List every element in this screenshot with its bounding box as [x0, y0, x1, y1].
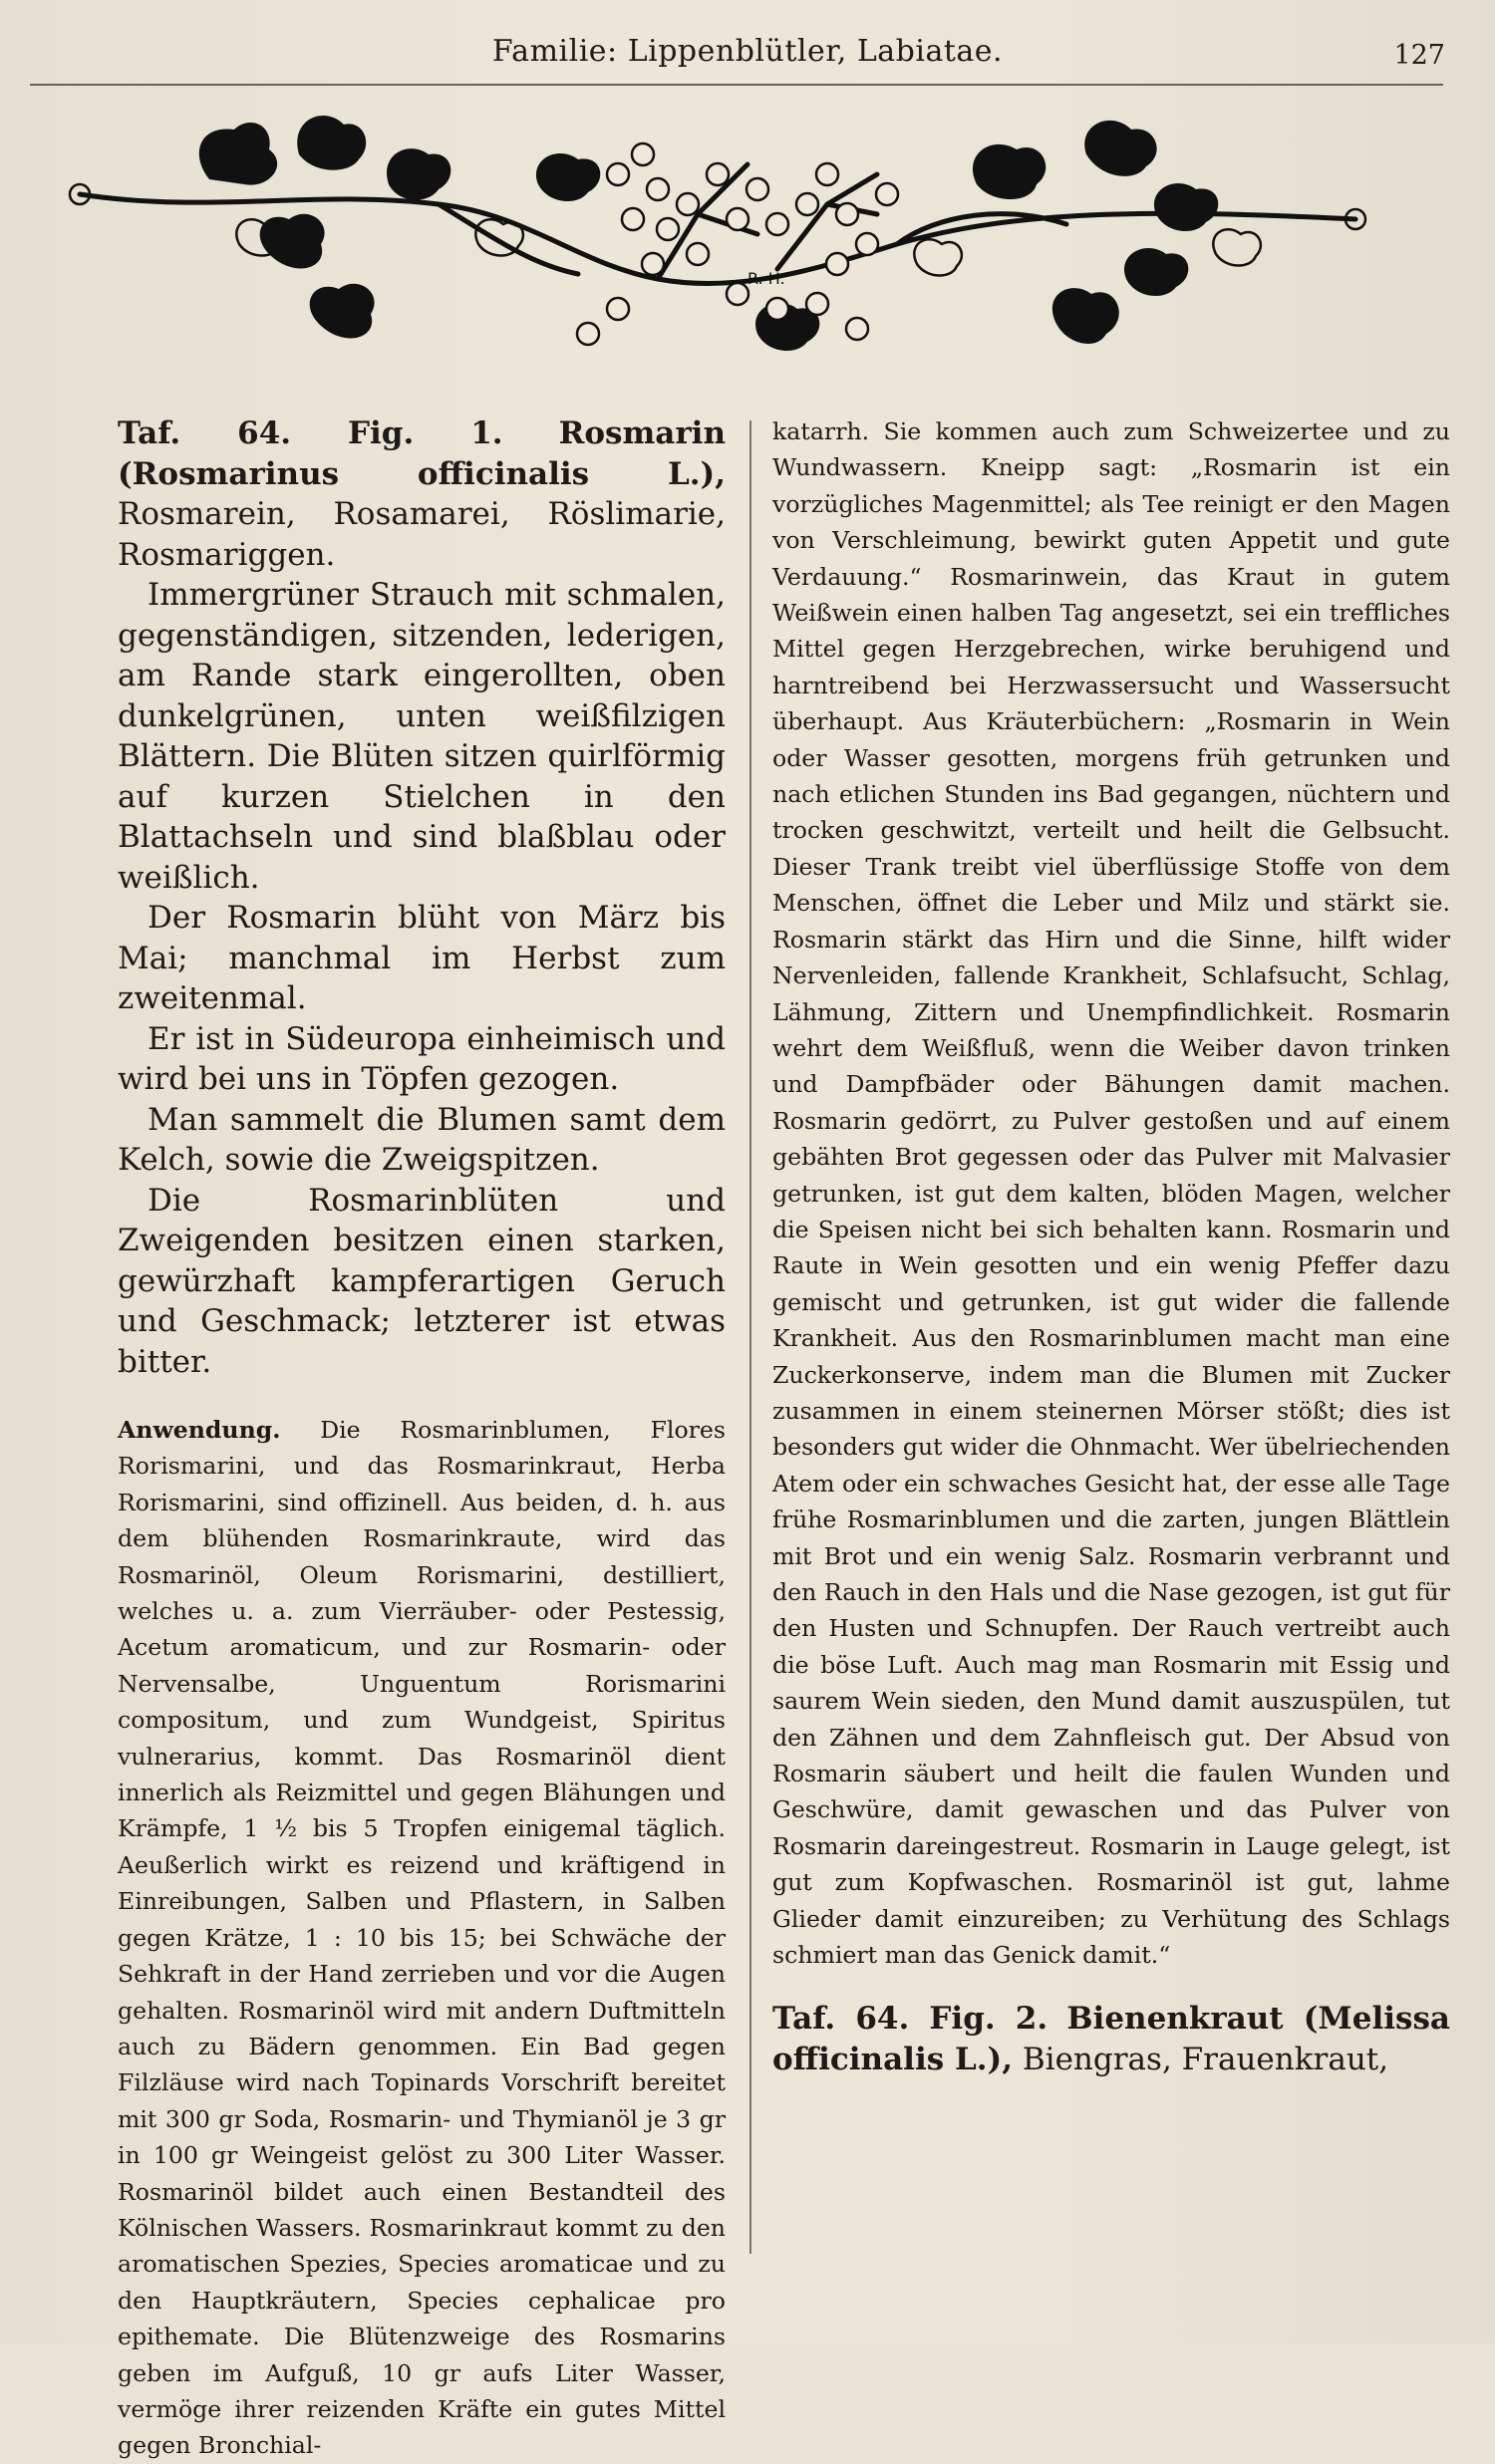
branch-with-berries-ornament-icon: [60, 95, 1415, 394]
usage-label: Anwendung.: [118, 1416, 281, 1444]
column-divider: [749, 420, 751, 2254]
usage-text: Die Rosmarinblumen, Flores Rorismarini, und das Rosmarinkraut, Herba Rorismarini, sind offizinell. Aus beiden, d. h. aus dem blühenden Rosmarinkraute, wird das Rosmarinöl, Oleum Rorismarini, destilliert, welches u. a. zum Vierräuber- oder Pestessig, Acetum aromaticum, und zur Rosmarin- oder Nervensalbe, Unguentum Rorismarini compositum, und zum Wundgeist, Spiritus vulnerarius, kommt. Das Rosmarinöl dient innerlich als Reizmittel und gegen Blähungen und Krämpfe, 1 ½ bis 5 Tropfen einigemal täglich. Aeußerlich wirkt es reizend und kräftigend in Einreibungen, Salben und Pflastern, in Salben gegen Krätze, 1 : 10 bis 15; bei Schwäche der Sehkraft in der Hand zerrieben und vor die Augen gehalten. Rosmarinöl wird mit andern Duftmitteln auch zu Bädern genommen. Ein Bad gegen Filzläuse wird nach Topinards Vorschrift bereitet mit 300 gr Soda, Rosmarin- und Thymianöl je 3 gr in 100 gr Weingeist gelöst zu 300 Liter Wasser. Rosmarinöl bildet auch einen Bestandteil des Kölnischen Wassers. Rosmarinkraut kommt zu den aromatischen Spezies, Species aromaticae und zu den Hauptkräutern, Species cephalicae pro epithemate. Die Blütenzweige des Rosmarins geben im Aufguß, 10 gr aufs Liter Wasser, vermöge ihrer reizenden Kräfte ein gutes Mittel gegen Bronchial-: [118, 1416, 726, 2460]
paragraph-gap: [118, 1382, 726, 1412]
continued-usage-paragraph: katarrh. Sie kommen auch zum Schweizertee und zu Wundwassern. Kneipp sagt: „Rosmarin ist ein vorzügliches Magenmittel; als Tee reinigt er den Magen von Verschleimung, bewirkt guten Appetit und gute Verdauung.“ Rosmarinwein, das Kraut in gutem Weißwein einen halben Tag angesetzt, sei ein treffliches Mittel gegen Herzgebrechen, wirke beruhigend und harntreibend bei Herzwassersucht und Wassersucht überhaupt. Aus Kräuterbüchern: „Rosmarin in Wein oder Wasser gesotten, morgens früh getrunken und nach etlichen Stunden ins Bad gegangen, nüchtern und trocken geschwitzt, verteilt und heilt die Gelbsucht. Dieser Trank treibt viel überflüssige Stoffe von dem Menschen, öffnet die Leber und Milz und stärkt sie. Rosmarin stärkt das Hirn und die Sinne, hilft wider Nervenleiden, fallende Krankheit, Schlafsucht, Schlag, Lähmung, Zittern und Unempfindlichkeit. Rosmarin wehrt dem Weißfluß, wenn die Weiber davon trinken und Dampfbäder oder Bähungen damit machen. Rosmarin gedörrt, zu Pulver gestoßen und auf einem gebähten Brot gegessen oder das Pulver mit Malvasier getrunken, ist gut dem kalten, blöden Magen, welcher die Speisen nicht bei sich behalten kann. Rosmarin und Raute in Wein gesotten und ein wenig Pfeffer dazu gemischt und getrunken, ist gut wider die fallende Krankheit. Aus den Rosmarinblumen macht man eine Zuckerkonserve, indem man die Blumen mit Zucker zusammen in einem steinernen Mörser stößt; dies ist besonders gut wider die Ohnmacht. Wer übelriechenden Atem oder ein schwaches Gesicht hat, der esse alle Tage frühe Rosmarinblumen und die zarten, jungen Blättlein mit Brot und ein wenig Salz. Rosmarin verbrannt und den Rauch in den Hals und die Nase gezogen, ist gut für den Husten und Schnupfen. Der Rauch vertreibt auch die böse Luft. Auch mag man Rosmarin mit Essig und saurem Wein sieden, den Mund damit auszuspülen, tut den Zähnen und dem Zahnfleisch gut. Der Absud von Rosmarin säubert und heilt die faulen Wunden und Geschwüre, damit gewaschen und das Pulver von Rosmarin dareingestreut. Rosmarin in Lauge gelegt, ist gut zum Kopfwaschen. Rosmarinöl ist gut, lahme Glieder damit einzureiben; zu Verhütung des Schlags schmiert man das Genick damit.“: [772, 417, 1450, 1970]
usage-paragraph: [118, 1412, 726, 2464]
header-title: Familie: Lippenblütler, Labiatae.: [491, 34, 1004, 69]
entry-synonyms: Rosmarein, Rosamarei, Röslimarie, Rosmariggen.: [118, 496, 726, 573]
harvest-paragraph: Man sammelt die Blumen samt dem Kelch, sowie die Zweigspitzen.: [118, 1101, 726, 1178]
left-column: [118, 413, 726, 2464]
running-header: [30, 28, 1465, 78]
entry2-ref: Taf. 64. Fig. 2.: [772, 2001, 1048, 2038]
ornament-signature: R. H.: [748, 269, 785, 288]
entry-title: Rosmarin (Rosmarinus officinalis L.),: [118, 415, 726, 492]
right-column: [772, 413, 1450, 2079]
description-paragraph: Immergrüner Strauch mit schmalen, gegenständigen, sitzenden, lederigen, am Rande stark eingerollten, oben dunkelgrünen, unten weißfilzigen Blättern. Die Blüten sitzen quirlförmig auf kurzen Stielchen in den Blattachseln und sind blaßblau oder weißlich.: [118, 577, 726, 896]
origin-paragraph: Er ist in Südeuropa einheimisch und wird bei uns in Töpfen gezogen.: [118, 1020, 726, 1097]
page-number: 127: [1393, 40, 1445, 71]
paragraph-gap: [772, 1973, 1450, 1999]
entry-heading: [118, 413, 726, 575]
entry2-title: Bienenkraut (Melissa officinalis L.),: [772, 2001, 1450, 2077]
smell-paragraph: Die Rosmarinblüten und Zweigenden besitzen einen starken, gewürzhaft kampferartigen Geruch und Geschmack; letzterer ist etwas bitter.: [118, 1182, 726, 1380]
flowering-paragraph: Der Rosmarin blüht von März bis Mai; manchmal im Herbst zum zweitenmal.: [118, 900, 726, 1016]
entry-ref: Taf. 64. Fig. 1.: [118, 415, 503, 451]
entry2-synonyms: Biengras, Frauenkraut,: [1022, 2041, 1389, 2077]
header-rule: [30, 84, 1443, 86]
entry2-heading: [772, 1999, 1450, 2079]
